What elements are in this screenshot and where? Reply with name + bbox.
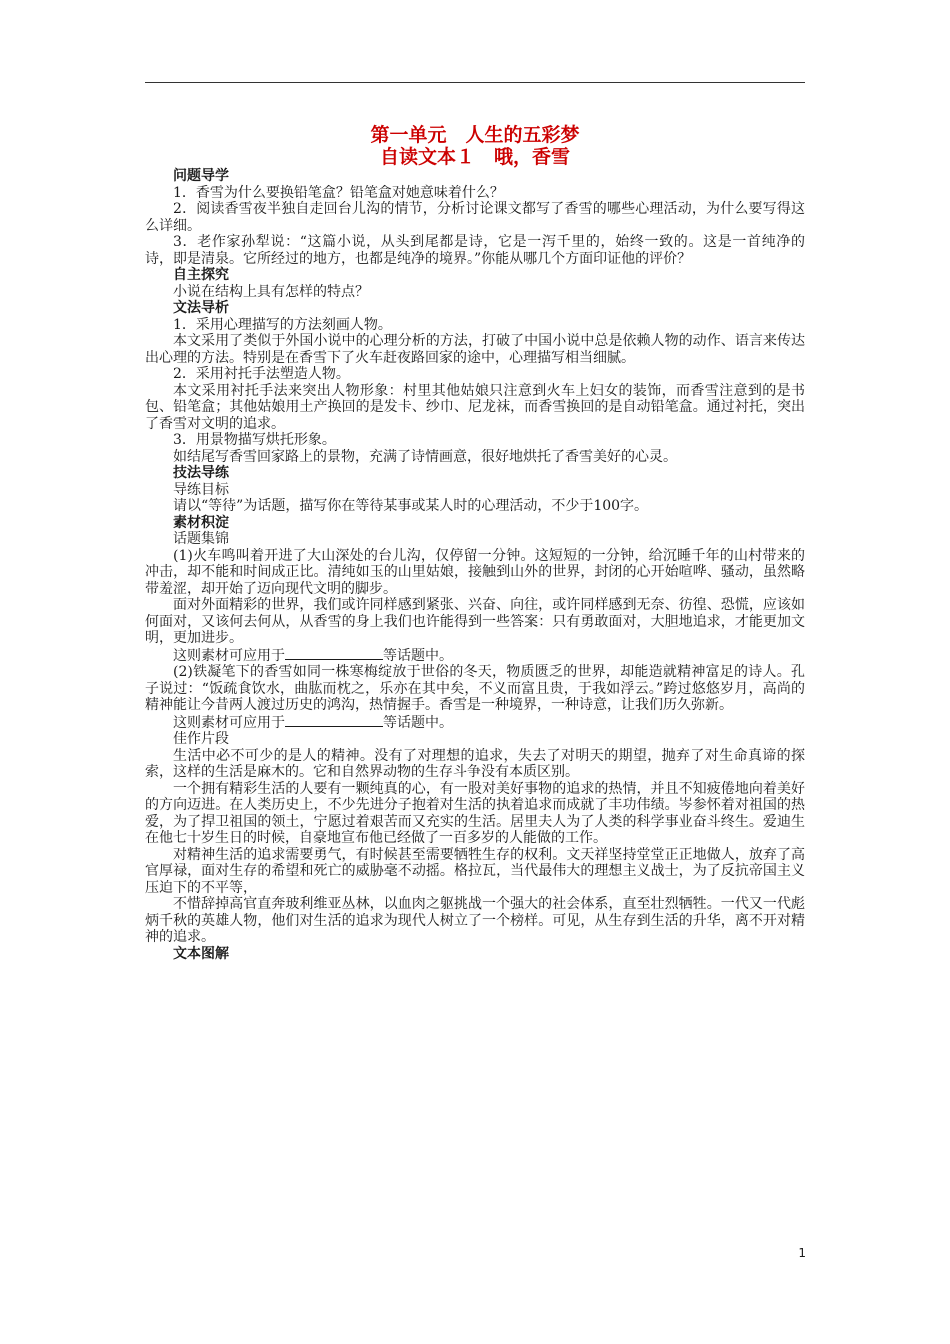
section-heading: 问题导学 <box>173 168 229 184</box>
apply-line <box>145 714 805 732</box>
fill-blank <box>285 647 383 660</box>
section-heading: 技法导练 <box>173 465 229 481</box>
paragraph: 本文采用了类似于外国小说中的心理分析的方法，打破了中国小说中总是依赖人物的动作、语言来传达出心理的方法。特别是在香雪下了火车赶夜路回家的途中，心理描写相当细腻。 <box>145 333 805 366</box>
paragraph: 如结尾写香雪回家路上的景物，充满了诗情画意，很好地烘托了香雪美好的心灵。 <box>173 448 677 465</box>
paragraph: 3．用景物描写烘托形象。 <box>173 432 336 448</box>
paragraph: (1)火车鸣叫着开进了大山深处的台儿沟，仅停留一分钟。这短短的一分钟，给沉睡千年的山村带来的冲击，却不能和时间成正比。清纯如玉的山里姑娘，接触到山外的世界，封闭的心开始喧哗、骚动，虽然略带羞涩，却开始了迈向现代文明的脚步。 <box>145 547 805 597</box>
title-block <box>145 124 805 168</box>
paragraph: 对精神生活的追求需要勇气，有时候甚至需要牺牲生存的权利。文天祥坚持堂堂正正地做人，放弃了高官厚禄，面对生存的希望和死亡的威胁毫不动摇。格拉瓦，当代最伟大的理想主义战士，为了反抗帝国主义压迫下的不平等， <box>145 846 805 896</box>
unit-title: 第一单元 人生的五彩梦 <box>370 124 580 146</box>
paragraph: 面对外面精彩的世界，我们或许同样感到紧张、兴奋、向往，或许同样感到无奈、彷徨、恐慌，应该如何面对，又该何去何从，从香雪的身上我们也许能得到一些答案：只有勇敢面对，大胆地追求，才能更加文明，更加进步。 <box>145 597 805 646</box>
section-heading: 素材积淀 <box>173 514 229 531</box>
question-2: 2．阅读香雪夜半独自走回台儿沟的情节，分析讨论课文都写了香雪的哪些心理活动，为什么要写得这么详细。 <box>145 201 805 234</box>
paragraph: (2)铁凝笔下的香雪如同一株寒梅绽放于世俗的冬天，物质匮乏的世界，却能造就精神富足的诗人。孔子说过：“饭疏食饮水，曲肱而枕之，乐亦在其中矣，不义而富且贵，于我如浮云。”跨过悠悠岁月，高尚的精神能让今昔两人渡过历史的鸿沟，热情握手。香雪是一种境界，一种诗意，让我们历久弥新。 <box>145 664 805 713</box>
paragraph: 请以“等待”为话题，描写你在等待某事或某人时的心理活动，不少于100字。 <box>173 498 649 514</box>
paragraph: 一个拥有精彩生活的人要有一颗纯真的心，有一股对美好事物的追求的热情，并且不知疲倦地向着美好的方向迈进。在人类历史上，不少先进分子抱着对生活的执着追求而成就了丰功伟绩。岑参怀着对祖国的热爱，为了捍卫祖国的领土，宁愿过着艰苦而又充实的生活。居里夫人为了人类的科学事业奋斗终生。爱迪生在他七十岁生日的时候，自豪地宣布他已经做了一百多岁的人能做的工作。 <box>145 780 805 846</box>
subheading: 导练目标 <box>173 481 229 498</box>
paragraph: 不惜辞掉高官直奔玻利维亚丛林，以血肉之躯挑战一个强大的社会体系，直至壮烈牺牲。一代又一代彪炳千秋的英雄人物，他们对生活的追求为现代人树立了一个榜样。可见，从生存到生活的升华，离不开对精神的追求。 <box>145 896 805 945</box>
section-heading: 自主探究 <box>173 267 229 283</box>
paragraph: 本文采用衬托手法来突出人物形象：村里其他姑娘只注意到火车上妇女的装饰，而香雪注意到的是书包、铅笔盒；其他姑娘用土产换回的是发卡、纱巾、尼龙袜，而香雪换回的是自动铅笔盒。通过衬托，突出了香雪对文明的追求。 <box>145 382 805 432</box>
section-heading: 文本图解 <box>173 945 229 962</box>
apply-prefix: 这则素材可应用于 <box>173 647 285 664</box>
question-3: 3．老作家孙犁说：“这篇小说，从头到尾都是诗，它是一泻千里的，始终一致的。这是一首纯净的诗，即是清泉。它所经过的地方，也都是纯净的境界。”你能从哪几个方面印证他的评价？ <box>145 234 805 267</box>
paragraph: 小说在结构上具有怎样的特点？ <box>173 283 369 300</box>
section-heading: 文法导析 <box>173 300 229 316</box>
document-body <box>145 168 805 962</box>
question-1: 1．香雪为什么要换铅笔盒？铅笔盒对她意味着什么？ <box>173 184 504 201</box>
lesson-title: 自读文本１ 哦，香雪 <box>379 146 570 168</box>
header-rule <box>145 82 805 83</box>
fill-blank <box>285 714 383 727</box>
apply-suffix: 等话题中。 <box>383 647 453 664</box>
paragraph: 生活中必不可少的是人的精神。没有了对理想的追求，失去了对明天的期望，抛弃了对生命真谛的探索，这样的生活是麻木的。它和自然界动物的生存斗争没有本质区别。 <box>145 747 805 780</box>
subheading: 话题集锦 <box>173 531 229 547</box>
paragraph: 2．采用衬托手法塑造人物。 <box>173 366 350 382</box>
apply-suffix: 等话题中。 <box>383 714 453 731</box>
page-number: 1 <box>798 1246 806 1260</box>
subheading: 佳作片段 <box>173 731 229 747</box>
apply-prefix: 这则素材可应用于 <box>173 714 285 731</box>
apply-line <box>145 647 805 665</box>
paragraph: 1．采用心理描写的方法刻画人物。 <box>173 316 392 333</box>
